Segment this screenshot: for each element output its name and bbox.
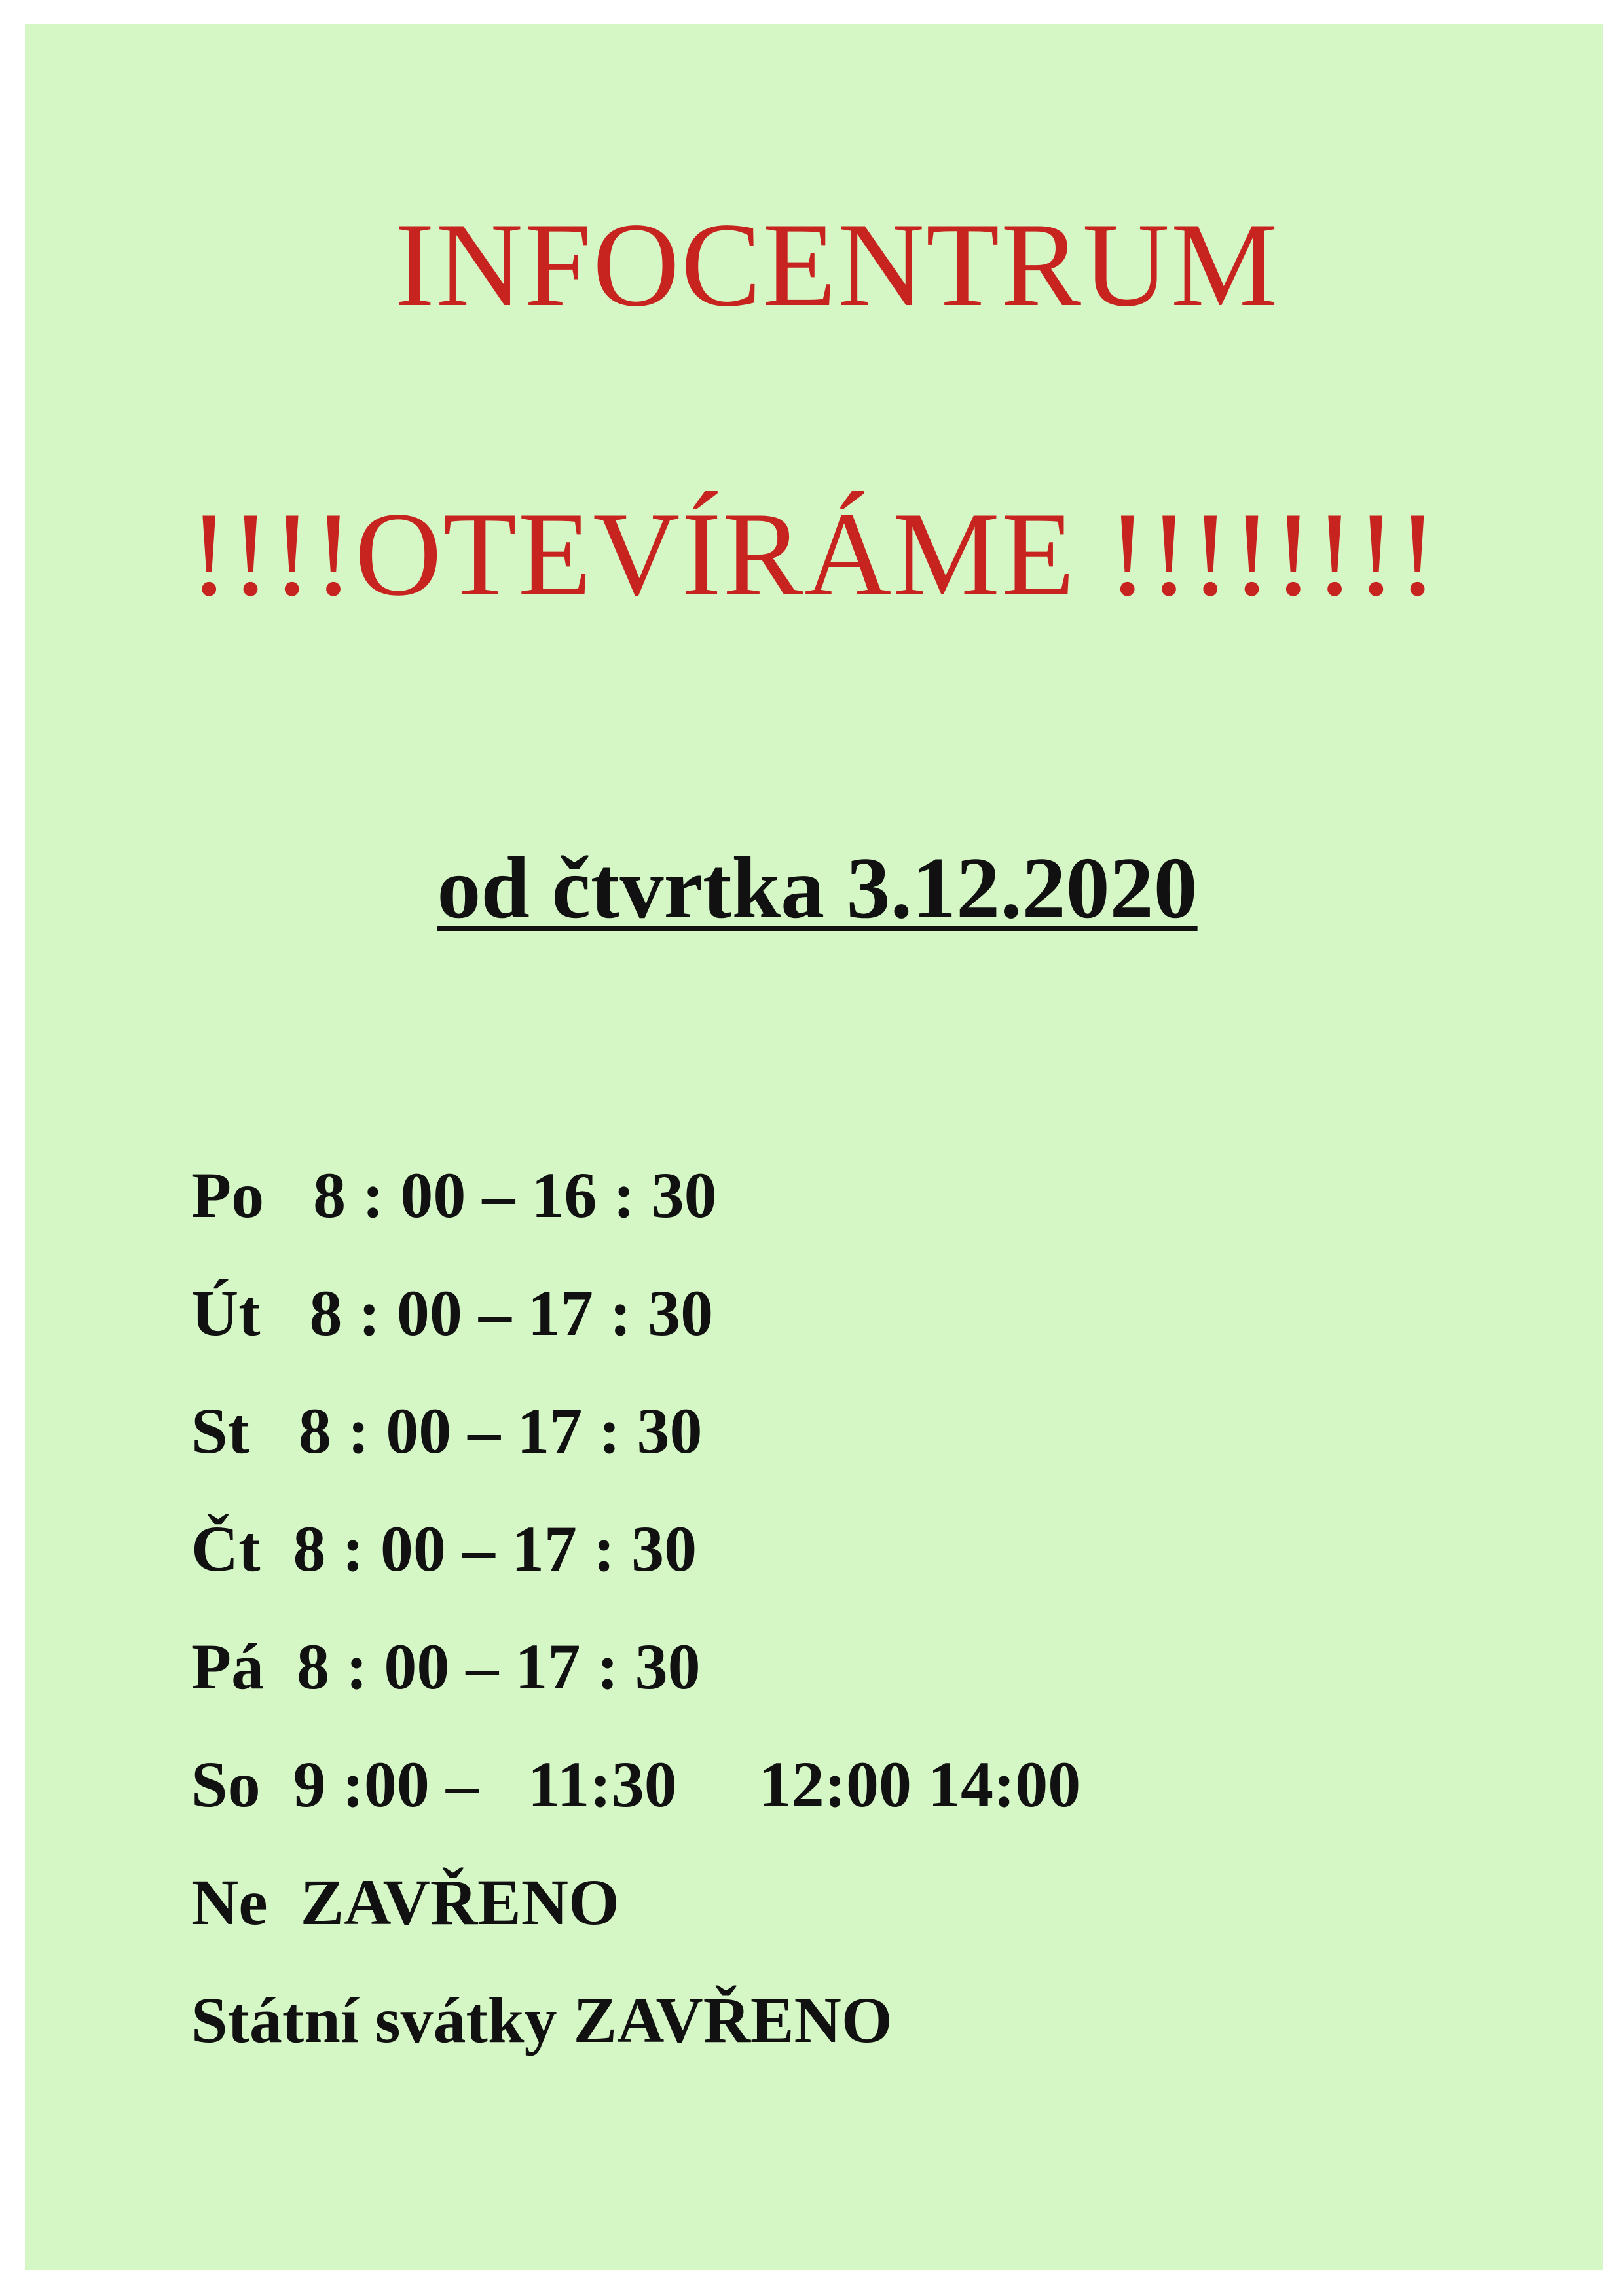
hours-row-monday: Po 8 : 00 – 16 : 30 [191,1159,717,1231]
headline: !!!!OTEVÍRÁME !!!!!!!! [189,487,1439,621]
paper-sheet [25,24,1603,2270]
hours-row-friday: Pá 8 : 00 – 17 : 30 [191,1630,701,1703]
opening-hours-list [191,1159,1080,2102]
date-line [25,839,1603,937]
hours-row-tuesday: Út 8 : 00 – 17 : 30 [191,1277,714,1349]
date-text: od čtvrtka 3.12.2020 [437,839,1198,936]
title: INFOCENTRUM [394,198,1280,331]
hours-row-holidays: Státní svátky ZAVŘENO [191,1984,893,2056]
hours-row-wednesday: St 8 : 00 – 17 : 30 [191,1394,703,1467]
hours-row-thursday: Čt 8 : 00 – 17 : 30 [191,1512,697,1585]
hours-row-sunday: Ne ZAVŘENO [191,1866,619,1939]
hours-row-saturday: So 9 :00 – 11:30 12:00 14:00 [191,1748,1081,1821]
